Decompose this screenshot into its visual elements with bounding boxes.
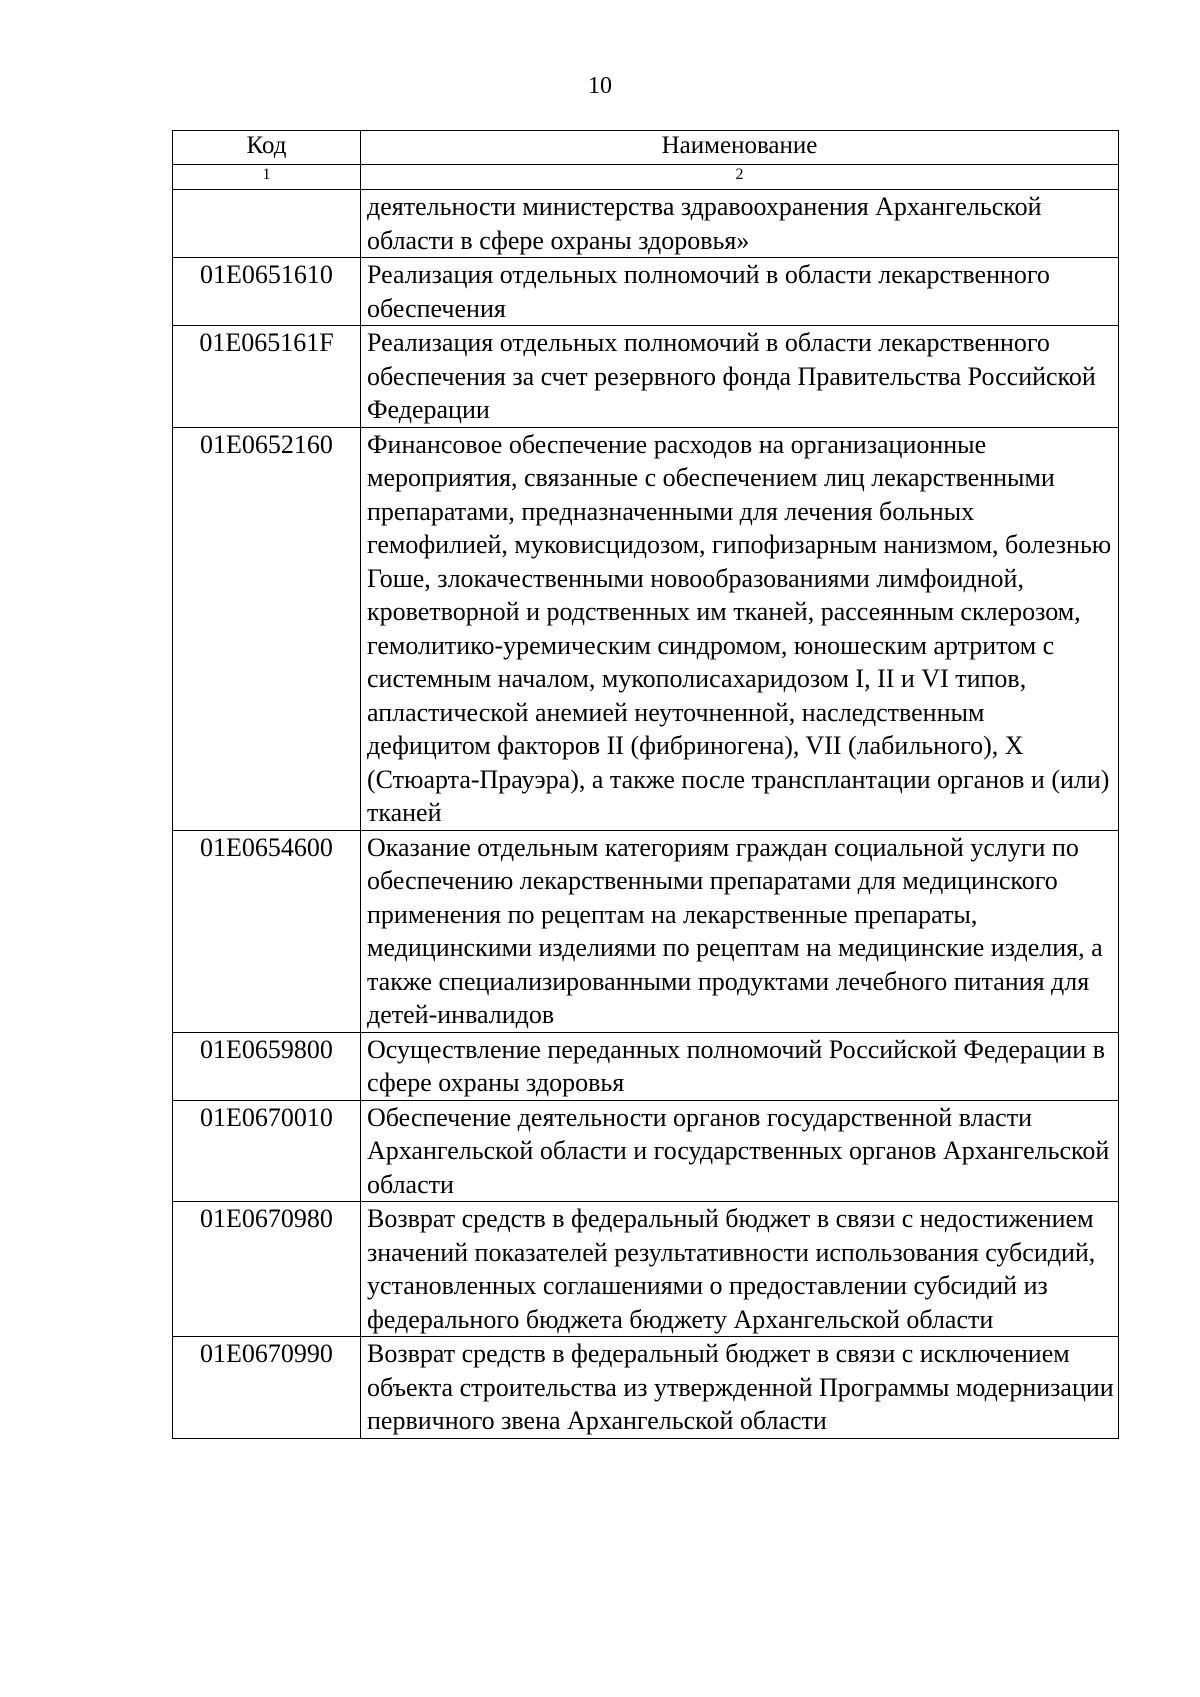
row-name: деятельности министерства здравоохранения Архангельской области в сфере охраны здоровья» [361, 190, 1119, 258]
header-code: Код [173, 131, 361, 165]
row-name: Осуществление переданных полномочий Российской Федерации в сфере охраны здоровья [361, 1032, 1119, 1100]
row-code: 01Е0670980 [173, 1202, 361, 1337]
table-row [173, 258, 1119, 326]
table-row [173, 1032, 1119, 1100]
row-name: Реализация отдельных полномочий в области лекарственного обеспечения за счет резервного фонда Правительства Российской Федерации [361, 326, 1119, 428]
row-name: Возврат средств в федеральный бюджет в связи с исключением объекта строительства из утвержденной Программы модернизации первичного звена Архангельской области [361, 1337, 1119, 1439]
table-row [173, 1100, 1119, 1202]
table-row [173, 427, 1119, 830]
row-name: Оказание отдельным категориям граждан социальной услуги по обеспечению лекарственными препаратами для медицинского применения по рецептам на лекарственные препараты, медицинскими изделиями по рецептам на медицинские изделия, а также специализированными продуктами лечебного питания для детей-инвалидов [361, 830, 1119, 1032]
row-code: 01Е0659800 [173, 1032, 361, 1100]
row-code: 01Е0651610 [173, 258, 361, 326]
budget-code-table [172, 130, 1119, 1439]
row-code: 01Е065161F [173, 326, 361, 428]
header-name: Наименование [361, 131, 1119, 165]
table-row [173, 190, 1119, 258]
row-code: 01Е0652160 [173, 427, 361, 830]
row-name: Возврат средств в федеральный бюджет в связи с недостижением значений показателей результативности использования субсидий, установленных соглашениями о предоставлении субсидий из федерального бюджета бюджету Архангельской области [361, 1202, 1119, 1337]
column-number-name: 2 [361, 165, 1119, 190]
row-code [173, 190, 361, 258]
table-header-row [173, 131, 1119, 165]
row-code: 01Е0670990 [173, 1337, 361, 1439]
table-row [173, 830, 1119, 1032]
row-code: 01Е0670010 [173, 1100, 361, 1202]
table-row [173, 326, 1119, 428]
page-number: 10 [588, 73, 612, 99]
row-name: Реализация отдельных полномочий в области лекарственного обеспечения [361, 258, 1119, 326]
table-row [173, 1202, 1119, 1337]
row-name: Обеспечение деятельности органов государственной власти Архангельской области и государственных органов Архангельской области [361, 1100, 1119, 1202]
column-number-row [173, 165, 1119, 190]
row-code: 01Е0654600 [173, 830, 361, 1032]
column-number-code: 1 [173, 165, 361, 190]
table-row [173, 1337, 1119, 1439]
row-name: Финансовое обеспечение расходов на организационные мероприятия, связанные с обеспечением лиц лекарственными препаратами, предназначенными для лечения больных гемофилией, муковисцидозом, гипофизарным нанизмом, болезнью Гоше, злокачественными новообразованиями лимфоидной, кроветворной и родственных им тканей, рассеянным склерозом, гемолитико-уремическим синдромом, юношеским артритом с системным началом, мукополисахаридозом I, II и VI типов, апластической анемией неуточненной, наследственным дефицитом факторов II (фибриногена), VII (лабильного), X (Стюарта-Прауэра), а также после трансплантации органов и (или) тканей [361, 427, 1119, 830]
